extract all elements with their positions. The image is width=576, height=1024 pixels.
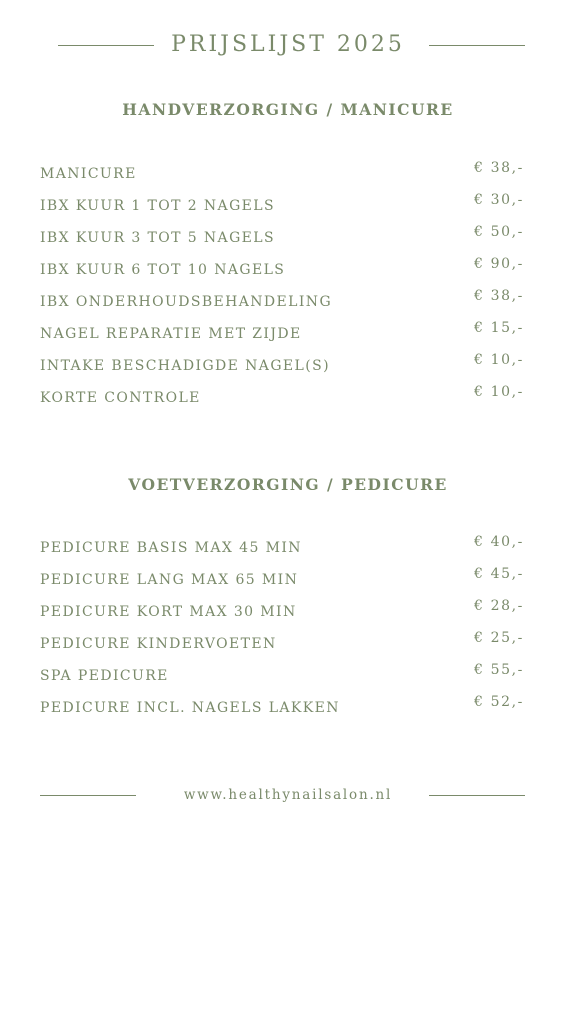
item-price: € 50,- [474,224,524,240]
manicure-price-list [40,158,524,414]
item-price: € 15,- [474,320,524,336]
item-name: MANICURE [40,166,137,182]
list-item [40,190,524,222]
list-item [40,564,524,596]
item-price: € 10,- [474,352,524,368]
item-price: € 52,- [474,694,524,710]
item-price: € 28,- [474,598,524,614]
page-title: PRIJSLIJST 2025 [171,32,405,57]
item-name: PEDICURE KORT MAX 30 MIN [40,604,297,620]
item-name: IBX KUUR 3 TOT 5 NAGELS [40,230,275,246]
header [0,28,576,62]
item-price: € 38,- [474,288,524,304]
item-price: € 25,- [474,630,524,646]
section-title-manicure: HANDVERZORGING / MANICURE [122,100,454,119]
header-rule-right [429,45,525,46]
list-item [40,318,524,350]
footer-rule-right [429,795,525,796]
list-item [40,382,524,414]
item-name: PEDICURE BASIS MAX 45 MIN [40,540,302,556]
list-item [40,158,524,190]
item-name: NAGEL REPARATIE MET ZIJDE [40,326,302,342]
item-price: € 45,- [474,566,524,582]
list-item [40,628,524,660]
section-title-pedicure: VOETVERZORGING / PEDICURE [128,475,448,494]
item-price: € 40,- [474,534,524,550]
item-name: SPA PEDICURE [40,668,169,684]
item-name: IBX ONDERHOUDSBEHANDELING [40,294,333,310]
item-name: IBX KUUR 6 TOT 10 NAGELS [40,262,286,278]
list-item [40,254,524,286]
item-price: € 55,- [474,662,524,678]
item-price: € 30,- [474,192,524,208]
footer [0,784,576,806]
item-name: INTAKE BESCHADIGDE NAGEL(S) [40,358,330,374]
item-price: € 38,- [474,160,524,176]
item-price: € 10,- [474,384,524,400]
list-item [40,350,524,382]
pedicure-price-list [40,532,524,724]
item-price: € 90,- [474,256,524,272]
list-item [40,286,524,318]
item-name: KORTE CONTROLE [40,390,201,406]
list-item [40,596,524,628]
item-name: IBX KUUR 1 TOT 2 NAGELS [40,198,275,214]
list-item [40,532,524,564]
list-item [40,692,524,724]
item-name: PEDICURE LANG MAX 65 MIN [40,572,299,588]
item-name: PEDICURE KINDERVOETEN [40,636,277,652]
list-item [40,660,524,692]
website-link[interactable]: www.healthynailsalon.nl [183,787,393,803]
item-name: PEDICURE INCL. NAGELS LAKKEN [40,700,340,716]
list-item [40,222,524,254]
